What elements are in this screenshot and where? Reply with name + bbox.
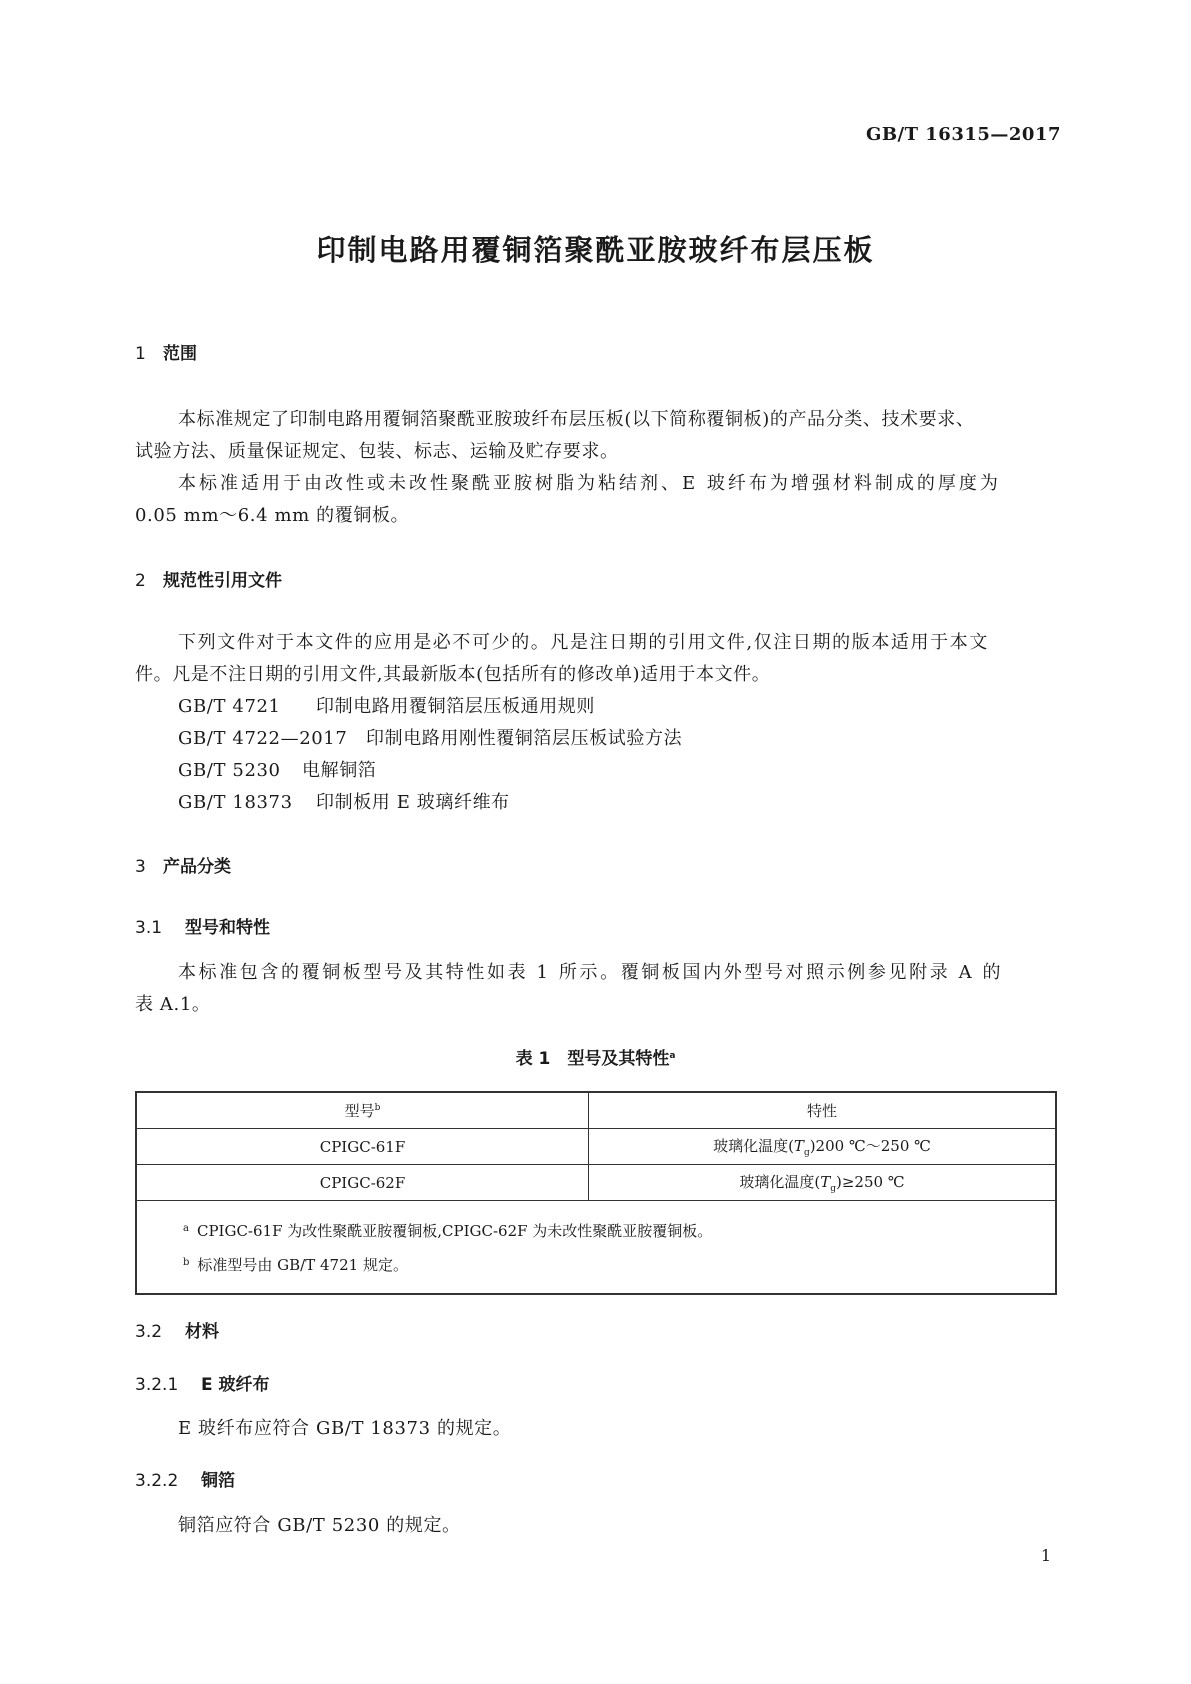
feature-suffix: )200 ℃～250 ℃ bbox=[809, 1137, 931, 1155]
table-header-row bbox=[136, 1092, 1056, 1129]
reference-code: GB/T 4722—2017 bbox=[178, 728, 348, 749]
s3-2-1-text: E 玻纤布应符合 GB/T 18373 的规定。 bbox=[178, 1418, 512, 1439]
table-caption-text: 表 1 型号及其特性 bbox=[515, 1049, 670, 1069]
s3-2-2-text: 铜箔应符合 GB/T 5230 的规定。 bbox=[178, 1515, 461, 1536]
section-number: 3 bbox=[135, 857, 146, 877]
reference-code: GB/T 18373 bbox=[178, 792, 293, 813]
section-1-heading bbox=[135, 339, 197, 364]
section-title: E 玻纤布 bbox=[201, 1375, 270, 1395]
table-row bbox=[136, 1129, 1056, 1165]
section-title: 铜箔 bbox=[201, 1471, 235, 1491]
feature-symbol: T bbox=[820, 1173, 831, 1191]
header-label: 型号 bbox=[344, 1102, 375, 1120]
s1-paragraph-2-line-1: 本标准适用于由改性或未改性聚酰亚胺树脂为粘结剂、E 玻纤布为增强材料制成的厚度为 bbox=[178, 473, 1001, 494]
section-number: 3.2 bbox=[135, 1322, 163, 1342]
feature-prefix: 玻璃化温度( bbox=[713, 1137, 794, 1155]
s1-paragraph-1-line-1: 本标准规定了印制电路用覆铜箔聚酰亚胺玻纤布层压板(以下简称覆铜板)的产品分类、技术要求、 bbox=[178, 409, 975, 430]
s3-1-paragraph-line-1: 本标准包含的覆铜板型号及其特性如表 1 所示。覆铜板国内外型号对照示例参见附录 A 的 bbox=[178, 962, 1004, 983]
section-number: 2 bbox=[135, 571, 146, 591]
section-number: 3.2.1 bbox=[135, 1375, 179, 1395]
s1-paragraph-2-line-2: 0.05 mm～6.4 mm 的覆铜板。 bbox=[135, 505, 410, 526]
note-text: 标准型号由 GB/T 4721 规定。 bbox=[197, 1256, 408, 1274]
section-number: 1 bbox=[135, 344, 146, 364]
reference-item bbox=[178, 755, 376, 787]
header-footnote-mark: b bbox=[374, 1103, 381, 1113]
reference-title: 印制电路用覆铜箔层压板通用规则 bbox=[316, 696, 595, 717]
reference-item bbox=[178, 691, 595, 723]
note-text: CPIGC-61F 为改性聚酰亚胺覆铜板,CPIGC-62F 为未改性聚酰亚胺覆铜板。 bbox=[196, 1222, 713, 1240]
section-3-2-2-heading bbox=[135, 1466, 235, 1491]
standard-code: GB/T 16315—2017 bbox=[865, 124, 1061, 145]
note-mark: b bbox=[183, 1257, 190, 1268]
table-1 bbox=[135, 1091, 1057, 1295]
section-3-heading bbox=[135, 852, 231, 877]
s3-1-paragraph-line-2: 表 A.1。 bbox=[135, 994, 211, 1015]
page-number: 1 bbox=[1040, 1546, 1051, 1565]
section-title: 材料 bbox=[185, 1322, 219, 1342]
table-caption-footnote-mark: a bbox=[669, 1051, 676, 1061]
feature-subscript: g bbox=[803, 1148, 810, 1158]
section-2-heading bbox=[135, 566, 282, 591]
feature-symbol: T bbox=[793, 1137, 804, 1155]
cell-model: CPIGC-61F bbox=[136, 1129, 589, 1165]
feature-prefix: 玻璃化温度( bbox=[739, 1173, 821, 1191]
reference-item bbox=[178, 787, 510, 819]
reference-code: GB/T 4721 bbox=[178, 696, 281, 717]
section-title: 型号和特性 bbox=[185, 918, 270, 938]
reference-item bbox=[178, 723, 682, 755]
section-title: 范围 bbox=[163, 344, 197, 364]
reference-title: 印制板用 E 玻璃纤维布 bbox=[316, 792, 510, 813]
reference-code: GB/T 5230 bbox=[178, 760, 281, 781]
s2-paragraph-line-1: 下列文件对于本文件的应用是必不可少的。凡是注日期的引用文件,仅注日期的版本适用于本文 bbox=[178, 632, 989, 653]
s1-paragraph-1-line-2: 试验方法、质量保证规定、包装、标志、运输及贮存要求。 bbox=[135, 441, 619, 462]
section-title: 产品分类 bbox=[163, 857, 231, 877]
cell-feature bbox=[589, 1165, 1057, 1201]
table-note bbox=[183, 1213, 1055, 1247]
table-1-caption bbox=[0, 1044, 1191, 1069]
table-notes-row bbox=[136, 1201, 1056, 1295]
table-notes bbox=[136, 1201, 1056, 1295]
table-header-model bbox=[136, 1092, 589, 1129]
table-note bbox=[183, 1247, 1055, 1281]
section-number: 3.2.2 bbox=[135, 1471, 179, 1491]
table-header-feature: 特性 bbox=[589, 1092, 1057, 1129]
reference-title: 电解铜箔 bbox=[302, 760, 377, 781]
section-title: 规范性引用文件 bbox=[163, 571, 282, 591]
table-row bbox=[136, 1165, 1056, 1201]
cell-feature bbox=[589, 1129, 1057, 1165]
section-number: 3.1 bbox=[135, 918, 163, 938]
section-3-2-1-heading bbox=[135, 1370, 270, 1395]
section-3-1-heading bbox=[135, 913, 270, 938]
s2-paragraph-line-2: 件。凡是不注日期的引用文件,其最新版本(包括所有的修改单)适用于本文件。 bbox=[135, 664, 771, 685]
feature-suffix: )≥250 ℃ bbox=[836, 1173, 905, 1191]
feature-subscript: g bbox=[830, 1184, 837, 1194]
note-mark: a bbox=[183, 1223, 189, 1234]
reference-title: 印制电路用刚性覆铜箔层压板试验方法 bbox=[366, 728, 683, 749]
cell-model: CPIGC-62F bbox=[136, 1165, 589, 1201]
document-title: 印制电路用覆铜箔聚酰亚胺玻纤布层压板 bbox=[316, 233, 875, 267]
section-3-2-heading bbox=[135, 1317, 219, 1342]
